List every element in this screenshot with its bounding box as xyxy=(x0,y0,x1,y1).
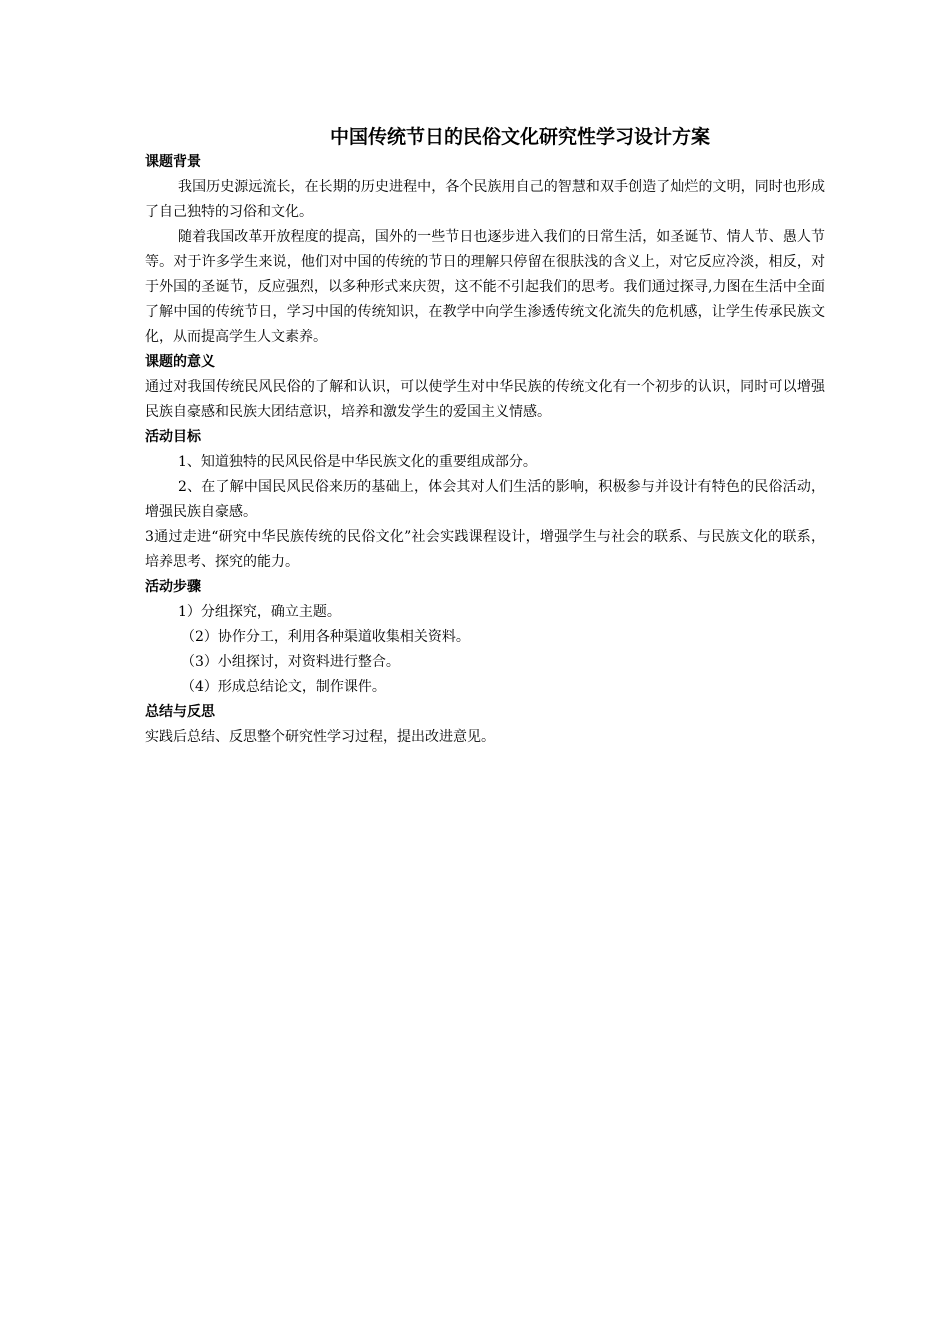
goal-item-2: 2、在了解中国民风民俗来历的基础上，体会其对人们生活的影响，积极参与并设计有特色的民俗活动，增强民族自豪感。 xyxy=(145,479,825,520)
goal-item-3: 3通过走进“研究中华民族传统的民俗文化”社会实践课程设计，增强学生与社会的联系、与民族文化的联系，培养思考、探究的能力。 xyxy=(145,529,825,570)
document-title: 中国传统节日的民俗文化研究性学习设计方案 xyxy=(329,126,710,148)
background-paragraph-1: 我国历史源远流长，在长期的历史进程中，各个民族用自己的智慧和双手创造了灿烂的文明，同时也形成了自己独特的习俗和文化。 xyxy=(145,179,825,220)
goal-item-1: 1、知道独特的民风民俗是中华民族文化的重要组成部分。 xyxy=(178,454,537,470)
significance-paragraph: 通过对我国传统民风民俗的了解和认识，可以使学生对中华民族的传统文化有一个初步的认识，同时可以增强民族自豪感和民族大团结意识，培养和激发学生的爱国主义情感。 xyxy=(145,379,825,420)
summary-paragraph: 实践后总结、反思整个研究性学习过程，提出改进意见。 xyxy=(145,729,495,745)
step-item-2: （2）协作分工，利用各种渠道收集相关资料。 xyxy=(181,629,470,645)
background-paragraph-2: 随着我国改革开放程度的提高，国外的一些节日也逐步进入我们的日常生活，如圣诞节、情人节、愚人节等。对于许多学生来说，他们对中国的传统的节日的理解只停留在很肤浅的含义上，对它反应冷淡，相反，对于外国的圣诞节，反应强烈，以多种形式来庆贺，这不能不引起我们的思考。我们通过探寻,力图在生活中全面了解中国的传统节日，学习中国的传统知识，在教学中向学生渗透传统文化流失的危机感，让学生传承民族文化，从而提高学生人文素养。 xyxy=(145,229,825,345)
step-item-3: （3）小组探讨，对资料进行整合。 xyxy=(181,654,400,670)
section-heading-significance: 课题的意义 xyxy=(145,354,215,370)
section-heading-background: 课题背景 xyxy=(145,154,201,170)
section-heading-summary: 总结与反思 xyxy=(145,704,215,720)
section-heading-steps: 活动步骤 xyxy=(145,579,201,595)
step-item-4: （4）形成总结论文，制作课件。 xyxy=(181,679,386,695)
document-body xyxy=(145,150,825,750)
section-heading-goals: 活动目标 xyxy=(145,429,201,445)
step-item-1: 1）分组探究，确立主题。 xyxy=(178,604,341,620)
